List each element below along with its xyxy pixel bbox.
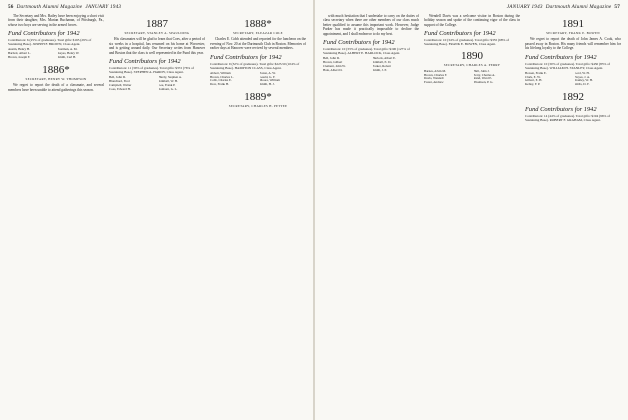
contributor-list bbox=[109, 76, 205, 92]
column-2 bbox=[109, 14, 205, 94]
page-number: 57 bbox=[614, 4, 620, 10]
contributor-name: Harlock, Albert E. bbox=[372, 57, 396, 61]
contributor-name: Davis, Wendell bbox=[424, 77, 444, 81]
fund-meta: Contributors: 10 (34% of graduates). Total gifts: $355 (68% of Sustaining Base). FRANK E. BOWEN, Class Agent. bbox=[424, 38, 510, 47]
contributor-name: Perry, Charles A. bbox=[473, 73, 496, 77]
contributor-name: Clement, John W. bbox=[323, 64, 346, 68]
class-year-heading: 1892 bbox=[562, 91, 584, 104]
contributor-name: Brown, Gilbert bbox=[323, 60, 343, 64]
contributor-name: Lord, W. H. bbox=[574, 71, 590, 75]
magazine-title: Dartmouth Alumni Magazine bbox=[16, 4, 83, 10]
contributor-name: Kimball, W. H. bbox=[158, 79, 178, 83]
contributor-name: Brown, Joseph F. bbox=[8, 56, 31, 60]
class-year-heading: 1888* bbox=[244, 18, 272, 30]
fund-heading: Fund Contributors for 1942 bbox=[323, 39, 395, 47]
contributor-name: Brown, Charles F. bbox=[424, 73, 448, 77]
contributor-name: Austin, Henry H. bbox=[8, 48, 30, 52]
fund-meta: Contributors: 10 (33% of graduates). Total gifts: $190 (127% of Sustaining Base). ALBERT E. HARLOCK, Class Agent. bbox=[323, 47, 410, 56]
contributor-name: Keyes, Henry W. bbox=[57, 52, 80, 56]
fund-heading: Fund Contributors for 1942 bbox=[525, 53, 597, 61]
magazine-title: Dartmouth Alumni Magazine bbox=[545, 4, 612, 10]
class-secretary: SECRETARY, CHARLES A. PERRY bbox=[443, 63, 501, 68]
body-text: Wendell Davis was a welcome visitor in Boston during the holiday season and spoke of the continuing vigor of the class in support of the College. bbox=[424, 14, 520, 27]
fund-meta: Contributors: 9 (32% of graduates). Total gifts: $223.50 (104% of Sustaining Base). HAMPTON CLASS, Class Agent. bbox=[210, 61, 300, 70]
body-text: We regret to report the death of John James A. Cook, who passed away in Boston. His many friends will remember him for his lifelong loyalty to the College. bbox=[525, 37, 621, 51]
contributor-name: Hale, Albert D. bbox=[323, 68, 343, 72]
fund-heading: Fund Contributors for 1942 bbox=[8, 30, 80, 38]
contributor-list bbox=[8, 48, 104, 60]
contributor-name: Kimball, E. D. bbox=[372, 60, 392, 64]
running-head-right bbox=[507, 4, 620, 10]
contributor-name: Coes, Edward H. bbox=[109, 87, 131, 91]
contributor-name: Abbott, William bbox=[210, 71, 231, 75]
contributor-name: Smith, J. P. bbox=[372, 68, 387, 72]
contributor-name: Brown, Charles L. bbox=[210, 75, 234, 79]
contributor-name: Parker, Robert bbox=[372, 64, 391, 68]
left-page bbox=[0, 0, 313, 420]
class-secretary: SECRETARY, STANLEY A. SPAULDING bbox=[124, 31, 190, 35]
contributor-name: Smith, H. J. bbox=[259, 83, 275, 87]
contributor-name: Smith, Carl H. bbox=[57, 56, 77, 60]
body-text: with much hesitation that I undertake to carry on the duties of class secretary when there are other members of our class much better qualified to assume this important work. However, Judge Parker has made it practically impossible to decline the appointment, and I shall endeavor to do my best. bbox=[323, 14, 419, 36]
fund-meta: Contributors: 11 (39% of graduates). Total gifts: $372 (76% of Sustaining Base). STEPHEN A. HARDY, Class Agent. bbox=[109, 66, 194, 75]
class-year-heading: 1887 bbox=[146, 18, 168, 30]
right-page bbox=[315, 0, 628, 420]
contributor-name: Bell, John D. bbox=[323, 57, 340, 61]
contributor-name: Moore, William bbox=[259, 79, 280, 83]
class-year-heading: 1886* bbox=[42, 63, 70, 76]
fund-heading: Fund Contributors for 1942 bbox=[210, 53, 282, 61]
contributor-name: Eastman, A. M. bbox=[57, 48, 78, 52]
page-number: 56 bbox=[8, 4, 14, 10]
contributor-list bbox=[323, 57, 419, 73]
contributor-name: Lee, Frank P. bbox=[158, 83, 176, 87]
column-1 bbox=[323, 14, 419, 75]
body-text: We regret to report the death of a classmate, and several members have been unable to attend gatherings this season. bbox=[8, 83, 104, 92]
contributor-name: Rand, Ward E. bbox=[473, 77, 493, 81]
fund-heading: Fund Contributors for 1942 bbox=[109, 58, 181, 66]
contributor-name: Bartlett, Albert L. bbox=[8, 52, 31, 56]
class-secretary: SECRETARY, ELEAZAR COLE bbox=[233, 31, 283, 35]
body-text: His classmates will be glad to learn that Coes, after a period of six weeks in a hospital, has resumed on his home at Worcester, and is getting around daily. Our Secretary writes from Hanover and Boston that the class is well represented in the Fund this year. bbox=[109, 37, 205, 55]
contributor-name: Bowen, Frank E. bbox=[525, 71, 547, 75]
contributor-name: Kelley, F. P. bbox=[525, 83, 541, 87]
issue-month: JANUARY 1943 bbox=[85, 4, 122, 10]
contributor-name: Bell, John D. bbox=[109, 76, 126, 80]
contributor-name: Stanley, W. H. bbox=[574, 79, 593, 83]
column-2 bbox=[424, 14, 520, 87]
class-year-heading: 1890 bbox=[461, 50, 483, 63]
contributor-name: Foster, Andrew bbox=[424, 81, 444, 85]
contributor-name: Noyes, J. A. bbox=[574, 75, 590, 79]
contributor-name: Gilbert, E. H. bbox=[525, 79, 543, 83]
column-3 bbox=[525, 14, 621, 124]
class-secretary: SECRETARY, CHARLES H. PETTEE bbox=[228, 104, 288, 109]
contributor-name: Gould, G. F. bbox=[259, 75, 276, 79]
contributor-name: Wells, D. F. bbox=[574, 83, 590, 87]
issue-month: JANUARY 1943 bbox=[506, 4, 543, 10]
fund-heading: Fund Contributors for 1942 bbox=[525, 106, 597, 114]
fund-meta: Contributors: 6 (25% of graduates). Total gifts: $165 (29% of Sustaining Base). JOSEPH F. BROWN, Class Agent. bbox=[8, 38, 92, 47]
contributor-name: Clark, E. W. bbox=[525, 75, 541, 79]
contributor-name: Eaton, A. W. bbox=[259, 71, 276, 75]
column-3 bbox=[210, 14, 306, 111]
fund-meta: Contributors: 10 (30% of graduates). Total gifts: $430 (85% of Sustaining Base). WILLIAM H. STANLEY, Class Agent. bbox=[525, 61, 611, 70]
class-secretary: SECRETARY, FRANK E. BOWEN bbox=[546, 31, 600, 35]
fund-meta: Contributors: 14 (44% of graduates). Total gifts: $194 (96% of Sustaining Base). ROBERT F. GRAHAM, Class Agent. bbox=[525, 114, 611, 123]
contributor-name: Thomson, P. G. bbox=[473, 81, 494, 85]
contributor-list bbox=[424, 70, 520, 86]
contributor-name: Dow, Frank H. bbox=[210, 83, 229, 87]
class-secretary: SECRETARY, HENRY W. THOMPSON bbox=[25, 76, 87, 81]
body-text: Charles E. Cobb attended and reported for the luncheon on the evening of Nov. 20 at the Dartmouth Club in Boston. Memories of earlier days at Hanover were revived by several members. bbox=[210, 37, 306, 51]
contributor-name: Campbell, Walter bbox=[109, 83, 132, 87]
body-text: The Secretary and Mrs. Bailey have been enjoying a short visit from their daughter, Mrs. Marian Buchanan, of Pittsburgh, Pa., whose two boys are serving in the armed forces. bbox=[8, 14, 104, 27]
contributor-name: Hall, John J. bbox=[473, 69, 490, 73]
class-year-heading: 1889* bbox=[244, 91, 272, 104]
fund-heading: Fund Contributors for 1942 bbox=[424, 30, 496, 38]
contributor-name: Barnes, Alvin M. bbox=[424, 69, 446, 73]
contributor-list bbox=[525, 72, 621, 88]
column-1 bbox=[8, 14, 104, 94]
class-year-heading: 1891 bbox=[562, 18, 584, 30]
contributor-name: Hardy, Stephen A. bbox=[158, 76, 182, 80]
running-head-left bbox=[8, 4, 121, 10]
contributor-name: Sanborn, G. L. bbox=[158, 87, 178, 91]
contributor-list bbox=[210, 72, 306, 88]
contributor-name: Blanchard, Fred bbox=[109, 79, 130, 83]
contributor-name: Cobb, Charles E. bbox=[210, 79, 232, 83]
